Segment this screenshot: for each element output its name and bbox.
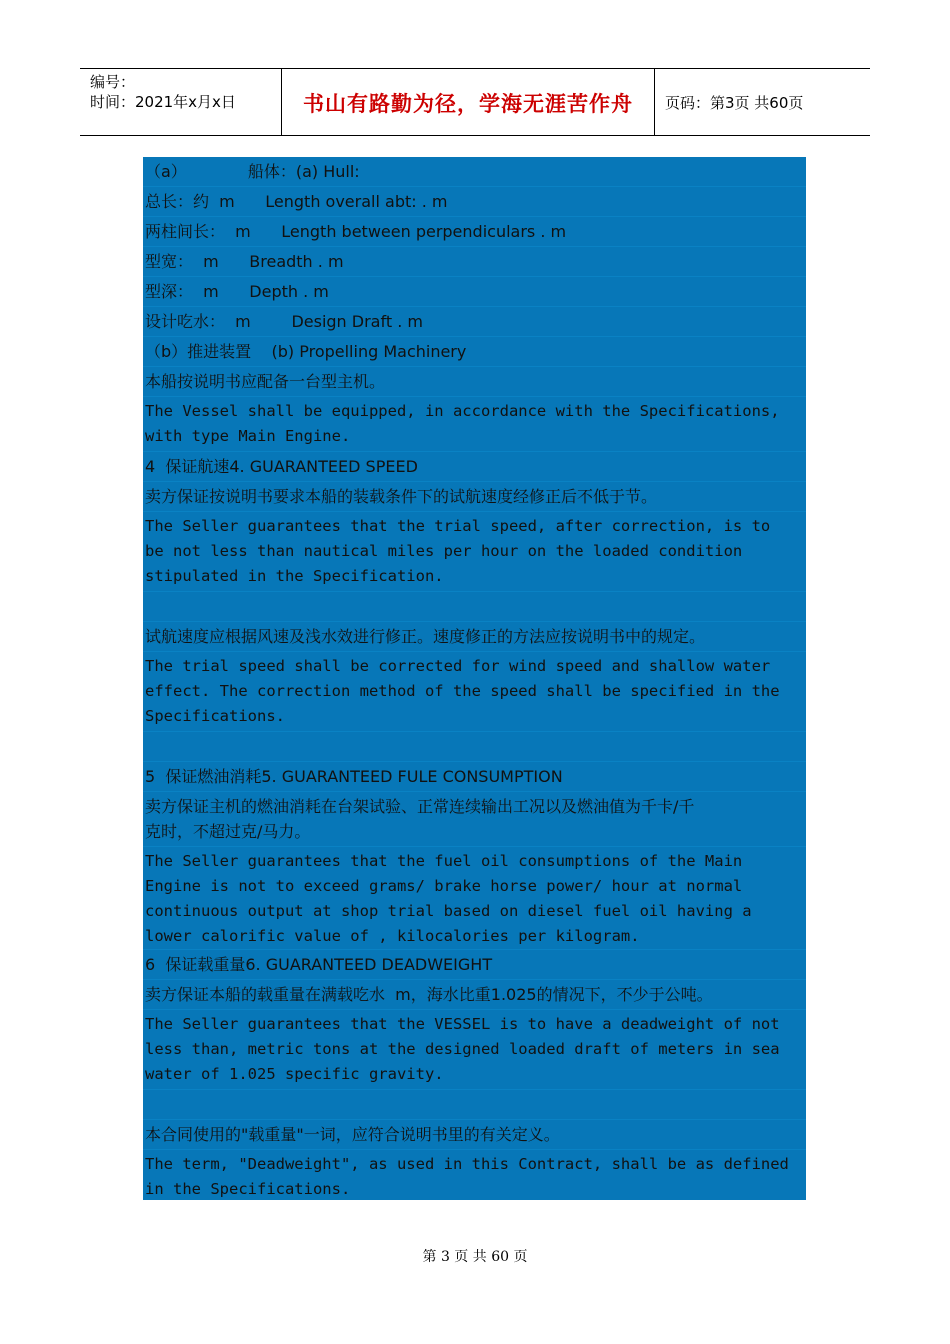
- contract-content: [143, 157, 806, 1200]
- content-line: 型宽： m Breadth . m: [143, 247, 806, 277]
- content-line: 6 保证载重量6. GUARANTEED DEADWEIGHT: [143, 950, 806, 980]
- content-line: 总长：约 m Length overall abt: . m: [143, 187, 806, 217]
- content-line: [143, 1090, 806, 1120]
- content-line: 本合同使用的"载重量"一词，应符合说明书里的有关定义。: [143, 1120, 806, 1150]
- page-indicator: 页码：第3页 共60页: [665, 94, 804, 112]
- content-line: 两柱间长： m Length between perpendiculars . m: [143, 217, 806, 247]
- header-page-cell: [655, 69, 870, 136]
- content-line: The Seller guarantees that the trial speed, after correction, is to be not less than nautical miles per hour on the loaded condition stipulated in the Specification.: [143, 512, 806, 592]
- content-line: The Vessel shall be equipped, in accordance with the Specifications, with type Main Engine.: [143, 397, 806, 452]
- date-text: 时间：2021年x月x日: [90, 93, 236, 111]
- content-line: 5 保证燃油消耗5. GUARANTEED FULE CONSUMPTION: [143, 762, 806, 792]
- content-line: 型深： m Depth . m: [143, 277, 806, 307]
- page-header: [80, 68, 870, 136]
- content-line: 4 保证航速4. GUARANTEED SPEED: [143, 452, 806, 482]
- header-motto-cell: [282, 69, 655, 136]
- content-line: 设计吃水： m Design Draft . m: [143, 307, 806, 337]
- content-line: The Seller guarantees that the VESSEL is to have a deadweight of not less than, metric tons at the designed loaded draft of meters in sea water of 1.025 specific gravity.: [143, 1010, 806, 1090]
- content-line: 卖方保证本船的载重量在满载吃水 m，海水比重1.025的情况下，不少于公吨。: [143, 980, 806, 1010]
- content-line: The trial speed shall be corrected for wind speed and shallow water effect. The correction method of the speed shall be specified in the Specifications.: [143, 652, 806, 732]
- content-line: 本船按说明书应配备一台型主机。: [143, 367, 806, 397]
- content-line: [143, 732, 806, 762]
- header-info: [80, 69, 282, 136]
- content-line: The term, "Deadweight", as used in this Contract, shall be as defined in the Specifications.: [145, 1155, 789, 1198]
- content-line: [143, 592, 806, 622]
- content-line: （b）推进装置 (b) Propelling Machinery: [143, 337, 806, 367]
- content-line: 卖方保证主机的燃油消耗在台架试验、正常连续输出工况以及燃油值为千卡/千 克时，不超过克/马力。: [143, 792, 806, 847]
- content-line: 卖方保证按说明书要求本船的装载条件下的试航速度经修正后不低于节。: [143, 482, 806, 512]
- number-label: 编号：: [90, 73, 136, 91]
- content-line: The Seller guarantees that the fuel oil consumptions of the Main Engine is not to exceed grams/ brake horse power/ hour at normal continuous output at shop trial based on diesel fuel oil having a lower calorific value of , kilocalories per kilogram.: [143, 847, 806, 950]
- motto-text: 书山有路勤为径，学海无涯苦作舟: [303, 91, 633, 116]
- content-line: 试航速度应根据风速及浅水效进行修正。速度修正的方法应按说明书中的规定。: [143, 622, 806, 652]
- content-line: （a） 船体：(a) Hull:: [143, 157, 806, 187]
- page-footer: 第 3 页 共 60 页: [422, 1249, 528, 1265]
